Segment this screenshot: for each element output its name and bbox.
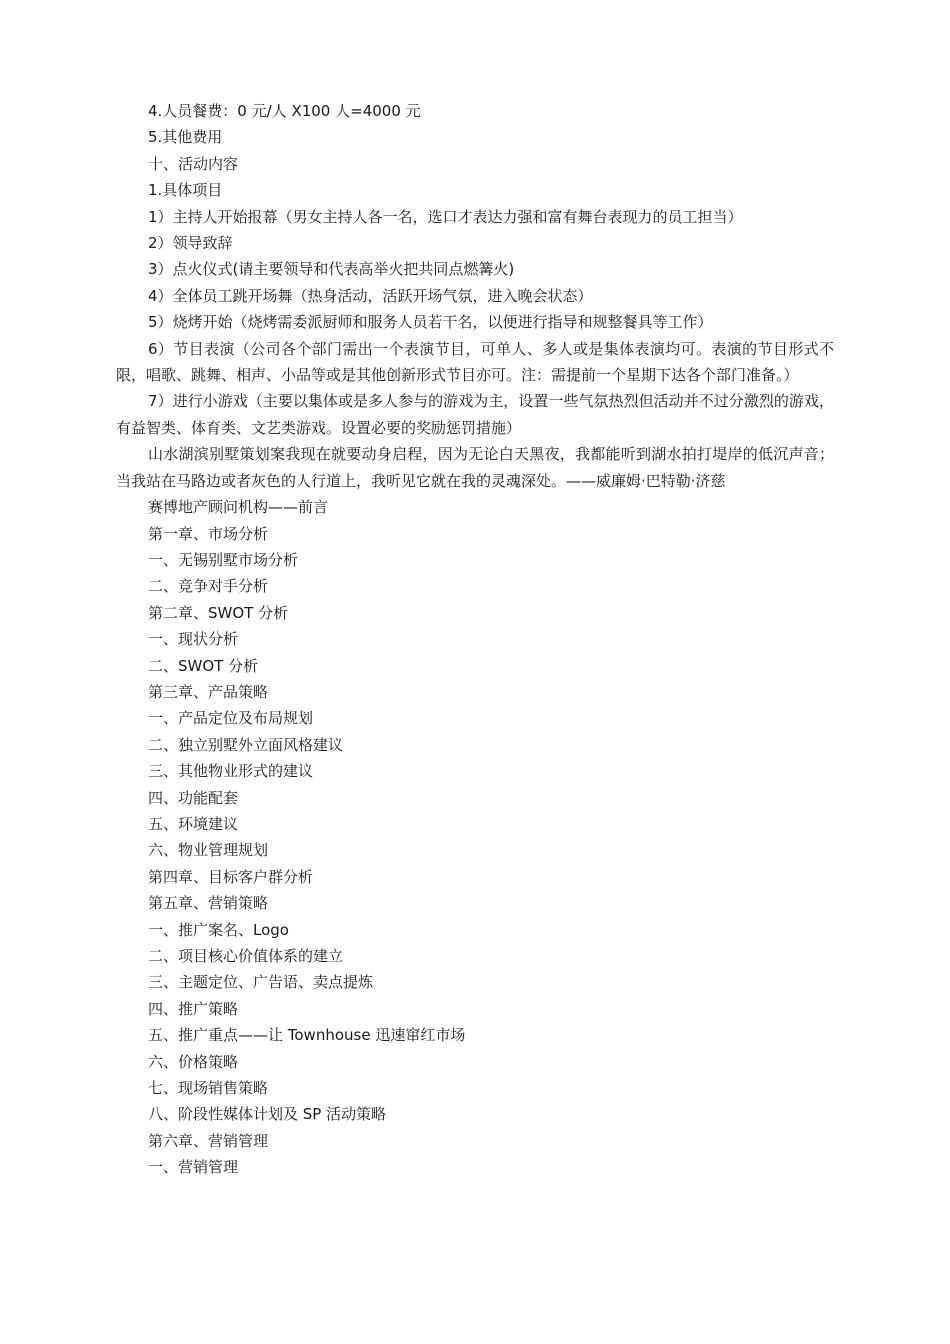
toc-item: 八、阶段性媒体计划及 SP 活动策略	[148, 1105, 387, 1124]
toc-item: 六、物业管理规划	[148, 841, 269, 860]
toc-item: 一、推广案名、Logo	[148, 920, 289, 939]
toc-item: 五、推广重点——让 Townhouse 迅速窜红市场	[148, 1026, 466, 1045]
toc-item: 赛博地产顾问机构——前言	[148, 498, 329, 517]
toc-item: 七、现场销售策略	[148, 1079, 269, 1098]
toc-item: 第二章、SWOT 分析	[148, 603, 289, 622]
list-item: 7）进行小游戏（主要以集体或是多人参与的游戏为主，设置一些气氛热烈但活动并不过分激烈的游戏，有益智类、体育类、文艺类游戏。设置必要的奖励惩罚措施）	[116, 392, 834, 437]
toc-item: 四、功能配套	[148, 788, 239, 807]
toc-item: 四、推广策略	[148, 999, 239, 1018]
toc-item: 六、价格策略	[148, 1052, 239, 1071]
toc-item: 二、项目核心价值体系的建立	[148, 947, 344, 965]
list-item: 2）领导致辞	[148, 234, 233, 253]
toc-item: 第一章、市场分析	[148, 524, 269, 543]
toc-item: 三、其他物业形式的建议	[148, 762, 314, 781]
document-body	[116, 98, 834, 1181]
toc-item: 二、竞争对手分析	[148, 577, 269, 596]
toc-item: 一、现状分析	[148, 630, 239, 649]
list-item: 1）主持人开始报幕（男女主持人各一名，选口才表达力强和富有舞台表现力的员工担当）	[148, 207, 743, 226]
list-item: 6）节目表演（公司各个部门需出一个表演节目，可单人、多人或是集体表演均可。表演的节目形式不限，唱歌、跳舞、相声、小品等或是其他创新形式节目亦可。注：需提前一个星期下达各个部门准备。）	[116, 339, 834, 385]
toc-item: 第四章、目标客户群分析	[148, 867, 314, 886]
paragraph: 4.人员餐费：0 元/人 X100 人=4000 元	[148, 102, 421, 120]
list-item: 5）烧烤开始（烧烤需委派厨师和服务人员若干名，以便进行指导和规整餐具等工作）	[148, 313, 713, 332]
list-item: 3）点火仪式(请主要领导和代表高举火把共同点燃篝火)	[148, 260, 515, 279]
toc-item: 第三章、产品策略	[148, 682, 269, 701]
paragraph: 1.具体项目	[148, 181, 223, 200]
toc-item: 一、产品定位及布局规划	[148, 709, 314, 728]
toc-item: 一、营销管理	[148, 1158, 239, 1177]
paragraph: 5.其他费用	[148, 128, 223, 147]
toc-item: 二、独立别墅外立面风格建议	[148, 735, 344, 754]
toc-item: 第五章、营销策略	[148, 894, 269, 913]
paragraph: 山水湖滨别墅策划案我现在就要动身启程，因为无论白天黑夜，我都能听到湖水拍打堤岸的低沉声音；当我站在马路边或者灰色的人行道上，我听见它就在我的灵魂深处。——威廉姆·巴特勒·济慈	[116, 445, 834, 490]
toc-item: 二、SWOT 分析	[148, 656, 259, 675]
toc-item: 一、无锡别墅市场分析	[148, 550, 299, 569]
toc-item: 三、主题定位、广告语、卖点提炼	[148, 973, 374, 992]
toc-item: 五、环境建议	[148, 814, 239, 833]
list-item: 4）全体员工跳开场舞（热身活动，活跃开场气氛，进入晚会状态）	[148, 286, 593, 305]
section-heading: 十、活动内容	[148, 154, 239, 173]
toc-item: 第六章、营销管理	[148, 1131, 269, 1150]
